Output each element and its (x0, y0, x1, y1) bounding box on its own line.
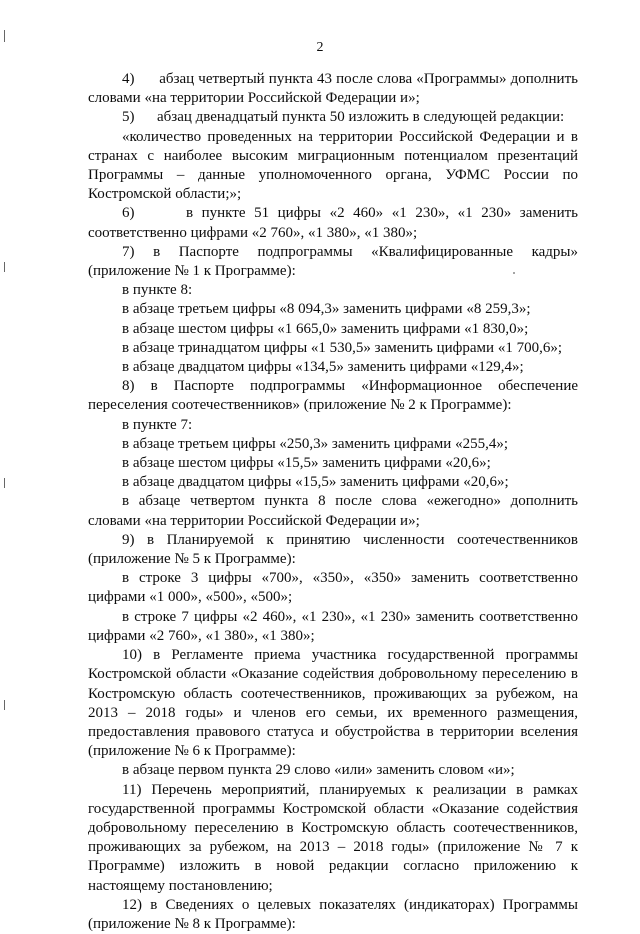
scan-margin-mark (4, 262, 5, 272)
paragraph: 7) в Паспорте подпрограммы «Квалифицированные кадры» (приложение № 1 к Программе): (88, 243, 578, 280)
paragraph: в абзаце первом пункта 29 слово «или» заменить словом «и»; (122, 762, 515, 779)
paragraph: 4) абзац четвертый пункта 43 после слова «Программы» дополнить словами «на территории Российской Федерации и»; (88, 71, 578, 107)
paragraph: «количество проведенных на территории Российской Федерации и в странах с наиболее высоким миграционным потенциалом презентаций Программы – данные уполномоченного органа, УФМС России по Костромской области;»; (88, 128, 578, 203)
paragraph: 12) в Сведениях о целевых показателях (индикаторах) Программы (приложение № 8 к Программе): (88, 896, 578, 932)
paragraph: в абзаце четвертом пункта 8 после слова «ежегодно» дополнить словами «на территории Российской Федерации и»; (88, 493, 578, 529)
paragraph: в абзаце третьем цифры «250,3» заменить цифрами «255,4»; (122, 435, 508, 452)
paragraph: 5) абзац двенадцатый пункта 50 изложить в следующей редакции: (122, 109, 565, 126)
paragraph: 11) Перечень мероприятий, планируемых к реализации в рамках государственной программы Костромской области «Оказание содействия добровольному переселению в Костромскую область соотечественников, проживающих за рубежом, на 2013 – 2018 годы» (приложение № 7 к Программе) изложить в новой редакции согласно приложению к настоящему постановлению; (88, 781, 578, 894)
paragraph: в абзаце шестом цифры «15,5» заменить цифрами «20,6»; (122, 455, 491, 472)
paragraph: в пункте 8: (122, 282, 193, 299)
paragraph: в абзаце шестом цифры «1 665,0» заменить цифрами «1 830,0»; (122, 320, 529, 337)
paragraph: 10) в Регламенте приема участника государственной программы Костромской области «Оказание содействия добровольному переселению в Костромскую область соотечественников, проживающих за рубежом, на 2013 – 2018 годы» и членов его семьи, их временного размещения, предоставления правового статуса и обустройства в территории вселения (приложение № 6 к Программе): (88, 647, 578, 760)
paragraph: в абзаце двадцатом цифры «15,5» заменить цифрами «20,6»; (122, 474, 509, 491)
paragraph: 8) в Паспорте подпрограммы «Информационное обеспечение переселения соотечественников» (приложение № 2 к Программе): (88, 378, 578, 414)
paragraph: 6) в пункте 51 цифры «2 460» «1 230», «1 230» заменить соответственно цифрами «2 760», «1 380», «1 380»; (88, 205, 578, 241)
paragraph: в строке 3 цифры «700», «350», «350» заменить соответственно цифрами «1 000», «500», «500»; (88, 570, 578, 606)
paragraph: в строке 7 цифры «2 460», «1 230», «1 230» заменить соответственно цифрами «2 760», «1 380», «1 380»; (88, 608, 578, 644)
page-number: 2 (316, 40, 324, 55)
paragraph: 9) в Планируемой к принятию численности соотечественников (приложение № 5 к Программе): (88, 531, 578, 568)
paragraph: в абзаце третьем цифры «8 094,3» заменить цифрами «8 259,3»; (122, 301, 531, 318)
paragraph: в пункте 7: (122, 416, 193, 433)
paragraph: в абзаце двадцатом цифры «134,5» заменить цифрами «129,4»; (122, 359, 524, 376)
document-body (88, 70, 578, 934)
scan-margin-mark (4, 700, 5, 710)
scan-margin-mark (4, 478, 5, 488)
paragraph: в абзаце тринадцатом цифры «1 530,5» заменить цифрами «1 700,6»; (122, 339, 562, 356)
